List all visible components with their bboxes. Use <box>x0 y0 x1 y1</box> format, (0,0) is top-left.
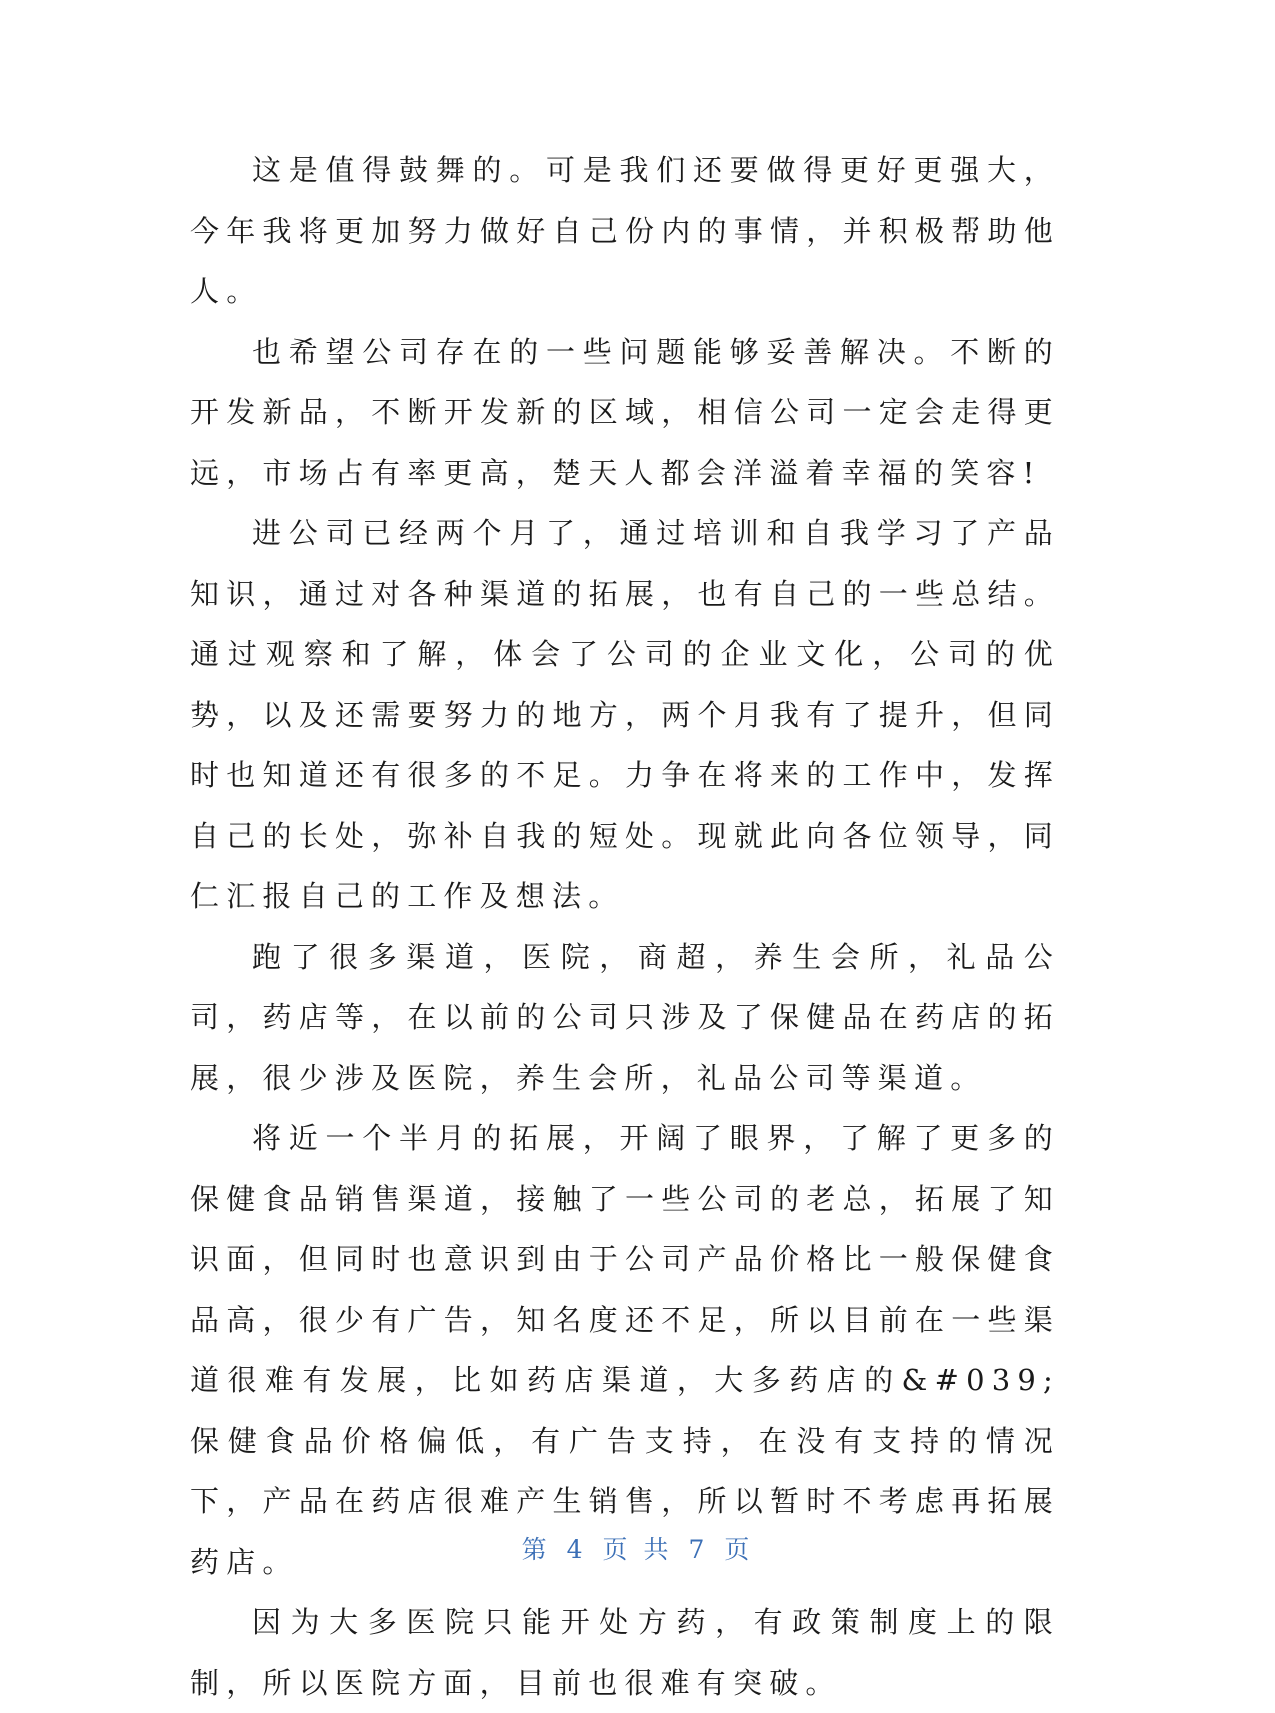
paragraph-4: 跑了很多渠道，医院，商超，养生会所，礼品公司，药店等，在以前的公司只涉及了保健品在药店的拓展，很少涉及医院，养生会所，礼品公司等渠道。 <box>190 939 1060 1095</box>
paragraph-1: 这是值得鼓舞的。可是我们还要做得更好更强大，今年我将更加努力做好自己份内的事情，并积极帮助他人。 <box>190 153 1060 308</box>
paragraph-2: 也希望公司存在的一些问题能够妥善解决。不断的开发新品，不断开发新的区域，相信公司一定会走得更远，市场占有率更高，楚天人都会洋溢着幸福的笑容! <box>190 334 1060 490</box>
paragraph-5: 将近一个半月的拓展，开阔了眼界，了解了更多的保健食品销售渠道，接触了一些公司的老总，拓展了知识面，但同时也意识到由于公司产品价格比一般保健食品高，很少有广告，知名度还不足，所以目前在一些渠道很难有发展，比如药店渠道，大多药店的&#039;保健食品价格偏低，有广告支持，在没有支持的情况下，产品在药店很难产生销售，所以暂时不考虑再拓展药店。 <box>190 1121 1060 1579</box>
paragraph-3: 进公司已经两个月了，通过培训和自我学习了产品知识，通过对各种渠道的拓展，也有自己的一些总结。通过观察和了解，体会了公司的企业文化，公司的优势，以及还需要努力的地方，两个月我有了提升，但同时也知道还有很多的不足。力争在将来的工作中，发挥自己的长处，弥补自我的短处。现就此向各位领导，同仁汇报自己的工作及想法。 <box>190 516 1060 913</box>
paragraph-6: 因为大多医院只能开处方药，有政策制度上的限制，所以医院方面，目前也很难有突破。 <box>190 1605 1060 1700</box>
page-footer <box>0 1530 1275 1566</box>
footer-middle: 页 共 <box>602 1535 673 1564</box>
footer-prefix: 第 <box>521 1535 551 1564</box>
footer-current-page: 4 <box>566 1535 587 1564</box>
footer-total-pages: 7 <box>688 1535 709 1564</box>
document-body <box>190 140 1060 1713</box>
footer-suffix: 页 <box>724 1535 754 1564</box>
